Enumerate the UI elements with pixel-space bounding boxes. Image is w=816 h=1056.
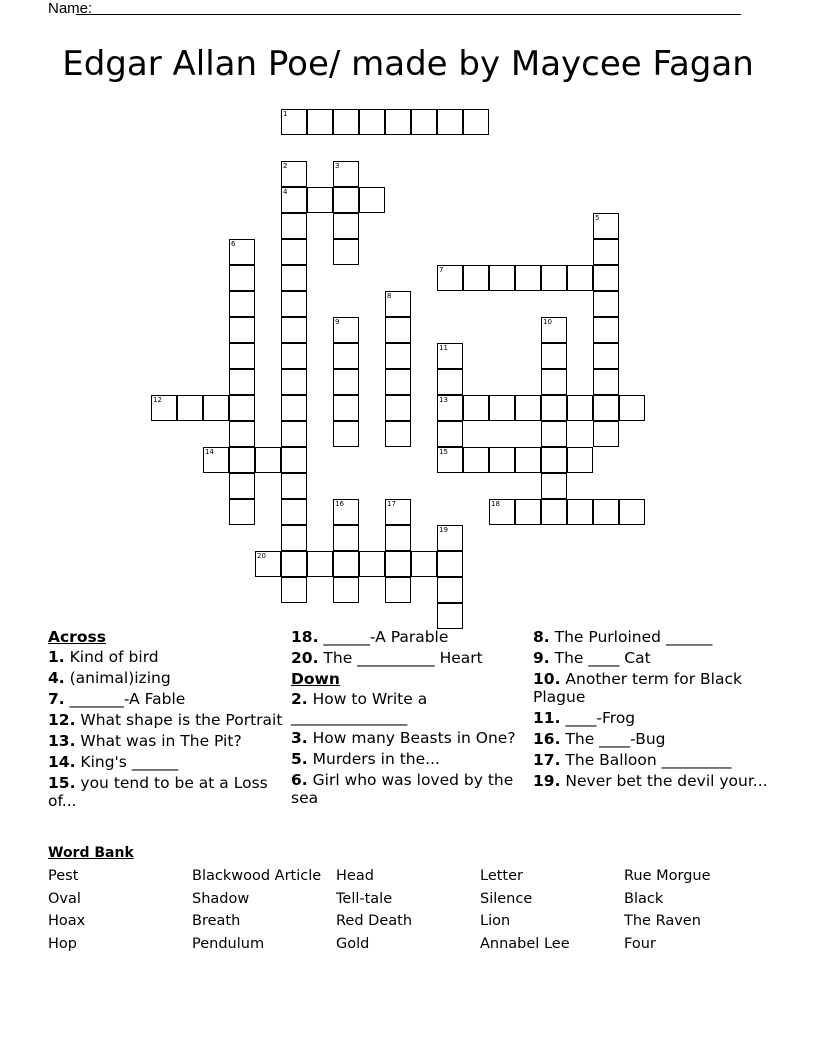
grid-cell[interactable] — [333, 369, 359, 395]
clues-column-3 — [533, 628, 773, 793]
clue-number: 1 — [283, 110, 288, 118]
grid-cell[interactable] — [541, 395, 567, 421]
clue-across-18: 18. ______-A Parable — [291, 628, 449, 646]
clue-down-6: 6. Girl who was loved by the sea — [291, 771, 514, 807]
grid-cell[interactable] — [463, 395, 489, 421]
grid-cell[interactable] — [593, 343, 619, 369]
word-bank-item: Oval — [48, 890, 81, 907]
grid-cell[interactable] — [515, 395, 541, 421]
grid-cell[interactable] — [385, 525, 411, 551]
grid-cell[interactable] — [593, 239, 619, 265]
grid-cell[interactable] — [541, 499, 567, 525]
grid-cell[interactable] — [515, 265, 541, 291]
grid-cell[interactable] — [463, 447, 489, 473]
clue-number: 19 — [439, 526, 448, 534]
grid-cell[interactable] — [463, 109, 489, 135]
grid-cell[interactable] — [177, 395, 203, 421]
grid-cell[interactable] — [593, 317, 619, 343]
grid-cell[interactable] — [333, 525, 359, 551]
word-bank-item: Blackwood Article — [192, 868, 322, 884]
grid-cell[interactable] — [333, 161, 359, 187]
grid-cell[interactable] — [541, 473, 567, 499]
grid-cell[interactable] — [619, 499, 645, 525]
grid-cell[interactable] — [229, 473, 255, 499]
grid-cell[interactable] — [203, 447, 229, 473]
grid-cell[interactable] — [281, 551, 307, 577]
clue-down-5: 5. Murders in the... — [291, 750, 440, 768]
grid-cell[interactable] — [385, 551, 411, 577]
grid-cell[interactable] — [229, 343, 255, 369]
grid-cell[interactable] — [463, 265, 489, 291]
word-bank-item: Gold — [336, 935, 370, 952]
grid-cell[interactable] — [541, 265, 567, 291]
grid-cell[interactable] — [489, 447, 515, 473]
clue-number: 6 — [231, 240, 236, 248]
grid-cell[interactable] — [281, 369, 307, 395]
grid-cell[interactable] — [229, 447, 255, 473]
grid-cell[interactable] — [541, 369, 567, 395]
clue-number: 17 — [387, 500, 396, 508]
clue-number: 2 — [283, 162, 288, 170]
grid-cell[interactable] — [281, 499, 307, 525]
clue-number: 7 — [439, 266, 444, 274]
grid-cell[interactable] — [333, 395, 359, 421]
grid-cell[interactable] — [541, 421, 567, 447]
grid-cell[interactable] — [333, 109, 359, 135]
grid-cell[interactable] — [593, 421, 619, 447]
clue-number: 12 — [153, 396, 162, 404]
grid-cell[interactable] — [385, 499, 411, 525]
grid-cell[interactable] — [281, 213, 307, 239]
grid-cell[interactable] — [593, 499, 619, 525]
grid-cell[interactable] — [437, 551, 463, 577]
word-bank-item: Head — [336, 868, 374, 884]
grid-cell[interactable] — [281, 395, 307, 421]
word-bank-item: Hop — [48, 935, 77, 952]
clue-number: 11 — [439, 344, 448, 352]
grid-cell[interactable] — [359, 187, 385, 213]
grid-cell[interactable] — [515, 499, 541, 525]
word-bank-item: Hoax — [48, 913, 86, 929]
grid-cell[interactable] — [229, 499, 255, 525]
grid-cell[interactable] — [281, 577, 307, 603]
clue-down-17: 17. The Balloon _________ — [533, 751, 732, 769]
puzzle-title: Edgar Allan Poe/ made by Maycee Fagan — [62, 44, 754, 84]
grid-cell[interactable] — [229, 395, 255, 421]
grid-cell[interactable] — [333, 187, 359, 213]
word-bank-item: Tell-tale — [336, 890, 393, 907]
grid-cell[interactable] — [437, 421, 463, 447]
clue-down-8: 8. The Purloined ______ — [533, 628, 713, 646]
clue-across-7: 7. _______-A Fable — [48, 690, 186, 708]
grid-cell[interactable] — [385, 317, 411, 343]
grid-cell[interactable] — [385, 369, 411, 395]
grid-cell[interactable] — [333, 239, 359, 265]
word-bank-item: Four — [624, 935, 656, 952]
word-bank-item: Rue Morgue — [624, 868, 711, 884]
word-bank-title: Word Bank — [48, 845, 134, 861]
grid-cell[interactable] — [437, 265, 463, 291]
grid-cell[interactable] — [541, 317, 567, 343]
grid-cell[interactable] — [411, 551, 437, 577]
grid-cell[interactable] — [281, 343, 307, 369]
clue-down-3: 3. How many Beasts in One? — [291, 729, 516, 747]
grid-cell[interactable] — [333, 577, 359, 603]
grid-cell[interactable] — [255, 551, 281, 577]
grid-cell[interactable] — [437, 343, 463, 369]
grid-cell[interactable] — [281, 473, 307, 499]
word-bank-item: Lion — [480, 913, 511, 929]
clue-number: 16 — [335, 500, 344, 508]
grid-cell[interactable] — [489, 499, 515, 525]
grid-cell[interactable] — [515, 447, 541, 473]
clue-down-16: 16. The ____-Bug — [533, 730, 666, 748]
grid-cell[interactable] — [333, 213, 359, 239]
grid-cell[interactable] — [593, 395, 619, 421]
grid-cell[interactable] — [281, 525, 307, 551]
grid-cell[interactable] — [437, 577, 463, 603]
grid-cell[interactable] — [281, 291, 307, 317]
grid-cell[interactable] — [437, 369, 463, 395]
grid-cell[interactable] — [567, 499, 593, 525]
grid-cell[interactable] — [489, 395, 515, 421]
grid-cell[interactable] — [385, 421, 411, 447]
name-label: Name: — [48, 0, 93, 17]
clue-number: 5 — [595, 214, 600, 222]
grid-cell[interactable] — [541, 447, 567, 473]
grid-cell[interactable] — [229, 317, 255, 343]
clue-across-4: 4. (animal)izing — [48, 669, 171, 687]
grid-cell[interactable] — [281, 317, 307, 343]
grid-cell[interactable] — [333, 499, 359, 525]
grid-cell[interactable] — [489, 265, 515, 291]
grid-cell[interactable] — [385, 395, 411, 421]
grid-cell[interactable] — [437, 447, 463, 473]
clues-column-2 — [291, 628, 521, 810]
grid-cell[interactable] — [437, 603, 463, 629]
grid-cell[interactable] — [359, 109, 385, 135]
word-bank-item: Breath — [192, 913, 241, 929]
grid-cell[interactable] — [359, 551, 385, 577]
grid-cell[interactable] — [437, 109, 463, 135]
clue-number: 13 — [439, 396, 448, 404]
grid-cell[interactable] — [307, 551, 333, 577]
word-bank-item: Silence — [480, 890, 533, 907]
grid-cell[interactable] — [437, 395, 463, 421]
clue-down-9: 9. The ____ Cat — [533, 649, 651, 667]
clue-number: 4 — [283, 188, 288, 196]
word-bank-item: Black — [624, 890, 664, 907]
grid-cell[interactable] — [203, 395, 229, 421]
clue-down-11: 11. ____-Frog — [533, 709, 636, 727]
grid-cell[interactable] — [281, 239, 307, 265]
grid-cell[interactable] — [281, 265, 307, 291]
grid-cell[interactable] — [593, 265, 619, 291]
grid-cell[interactable] — [385, 577, 411, 603]
clue-number: 14 — [205, 448, 214, 456]
grid-cell[interactable] — [619, 395, 645, 421]
grid-cell[interactable] — [229, 369, 255, 395]
grid-cell[interactable] — [541, 343, 567, 369]
clue-across-12: 12. What shape is the Portrait — [48, 711, 283, 729]
word-bank-item: Red Death — [336, 913, 413, 929]
down-heading: Down — [291, 670, 340, 688]
grid-cell[interactable] — [229, 291, 255, 317]
clue-down-10: 10. Another term for Black Plague — [533, 670, 742, 706]
clue-across-20: 20. The __________ Heart — [291, 649, 483, 667]
across-heading: Across — [48, 628, 106, 646]
grid-cell[interactable] — [385, 291, 411, 317]
grid-cell[interactable] — [229, 239, 255, 265]
grid-cell[interactable] — [307, 187, 333, 213]
word-bank-item: Annabel Lee — [480, 935, 570, 952]
clue-across-14: 14. King's ______ — [48, 753, 179, 771]
clue-down-2: 2. How to Write a _______________ — [291, 690, 428, 726]
clue-number: 20 — [257, 552, 266, 560]
grid-cell[interactable] — [281, 447, 307, 473]
clue-number: 15 — [439, 448, 448, 456]
grid-cell[interactable] — [281, 161, 307, 187]
word-bank-item: Pendulum — [192, 935, 265, 952]
grid-cell[interactable] — [411, 109, 437, 135]
grid-cell[interactable] — [333, 551, 359, 577]
word-bank-item: Letter — [480, 868, 523, 884]
grid-cell[interactable] — [437, 525, 463, 551]
grid-cell[interactable] — [307, 109, 333, 135]
clue-number: 3 — [335, 162, 340, 170]
grid-cell[interactable] — [281, 421, 307, 447]
grid-cell[interactable] — [255, 447, 281, 473]
clue-down-19: 19. Never bet the devil your... — [533, 772, 768, 790]
clue-across-1: 1. Kind of bird — [48, 648, 159, 666]
clue-number: 8 — [387, 292, 392, 300]
clue-number: 18 — [491, 500, 500, 508]
grid-cell[interactable] — [151, 395, 177, 421]
clue-across-15: 15. you tend to be at a Loss of... — [48, 774, 268, 810]
grid-cell[interactable] — [229, 421, 255, 447]
clue-across-13: 13. What was in The Pit? — [48, 732, 242, 750]
word-bank-item: Shadow — [192, 890, 250, 907]
grid-cell[interactable] — [229, 265, 255, 291]
word-bank-item: Pest — [48, 868, 79, 884]
clue-number: 10 — [543, 318, 552, 326]
grid-cell[interactable] — [593, 291, 619, 317]
grid-cell[interactable] — [567, 447, 593, 473]
grid-cell[interactable] — [385, 109, 411, 135]
grid-cell[interactable] — [333, 317, 359, 343]
word-bank-item: The Raven — [624, 913, 701, 929]
grid-cell[interactable] — [333, 343, 359, 369]
grid-cell[interactable] — [567, 265, 593, 291]
clue-number: 9 — [335, 318, 340, 326]
grid-cell[interactable] — [281, 109, 307, 135]
grid-cell[interactable] — [281, 187, 307, 213]
grid-cell[interactable] — [593, 369, 619, 395]
grid-cell[interactable] — [333, 421, 359, 447]
grid-cell[interactable] — [385, 343, 411, 369]
grid-cell[interactable] — [567, 395, 593, 421]
grid-cell[interactable] — [593, 213, 619, 239]
clues-column-1 — [48, 628, 283, 813]
